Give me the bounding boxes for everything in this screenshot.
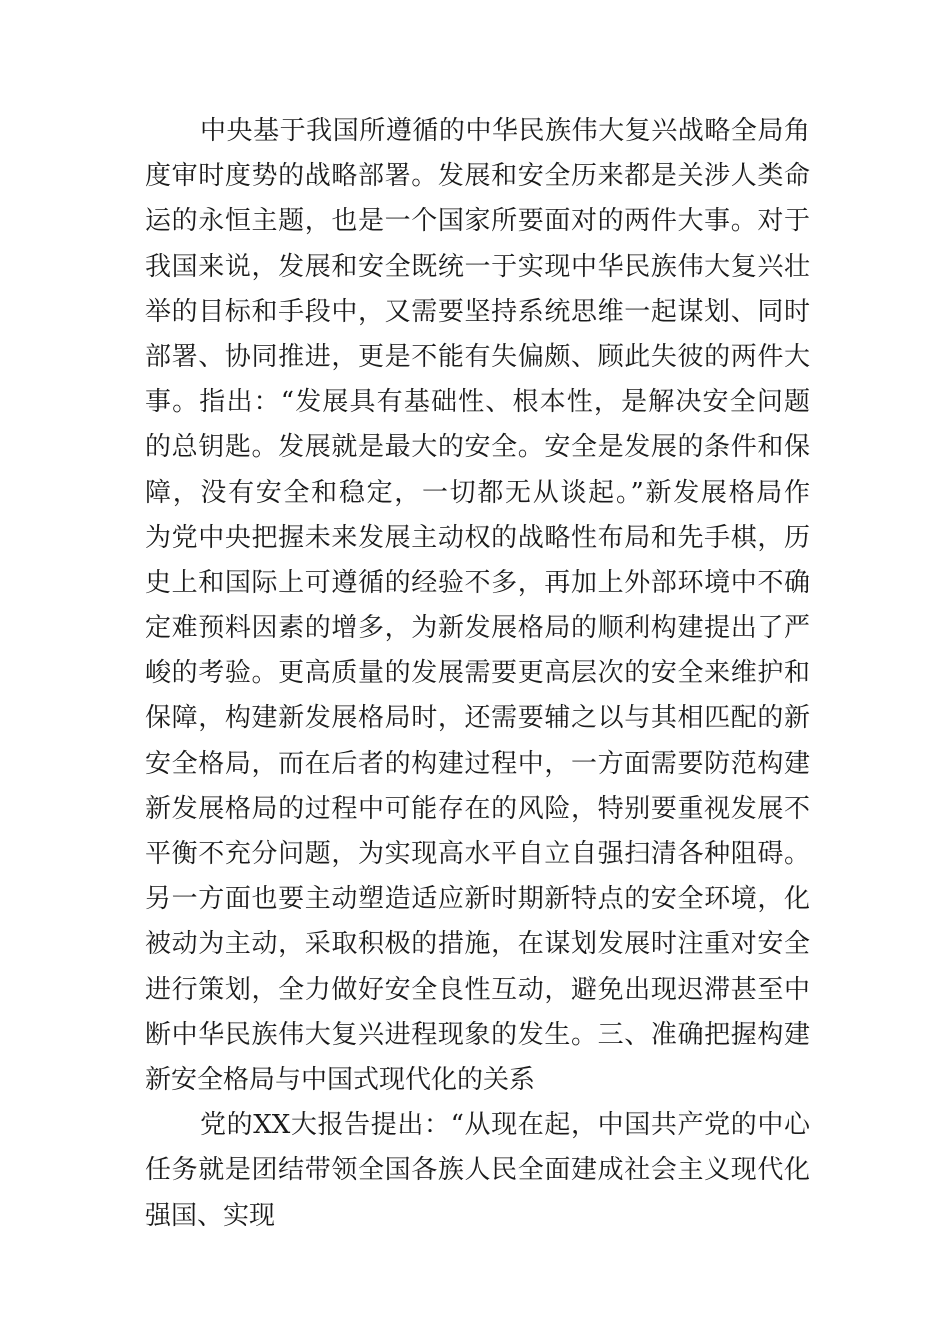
text-line: 被动为主动，采取积极的措施，在谋划发展时注重对安全 bbox=[145, 929, 810, 960]
text-line: 新发展格局的过程中可能存在的风险，特别要重视发展不 bbox=[145, 793, 810, 824]
text-line: 新安全格局与中国式现代化的关系 bbox=[145, 1064, 536, 1095]
text-line: 任务就是团结带领全国各族人民全面建成社会主义现代化 bbox=[145, 1155, 810, 1186]
text-line: 我国来说，发展和安全既统一于实现中华民族伟大复兴壮 bbox=[145, 251, 810, 282]
text-line: 中央基于我国所遵循的中华民族伟大复兴战略全局角 bbox=[200, 116, 810, 146]
paragraph-1 bbox=[145, 109, 810, 1103]
text-line: 断中华民族伟大复兴进程现象的发生。三、准确把握构建 bbox=[145, 1019, 810, 1050]
text-line: 度审时度势的战略部署。发展和安全历来都是关涉人类命 bbox=[145, 161, 810, 192]
text-line: 另一方面也要主动塑造适应新时期新特点的安全环境，化 bbox=[145, 884, 810, 915]
text-line: 安全格局，而在后者的构建过程中，一方面需要防范构建 bbox=[145, 748, 810, 779]
text-line: 峻的考验。更高质量的发展需要更高层次的安全来维护和 bbox=[145, 658, 810, 689]
text-line: 举的目标和手段中，又需要坚持系统思维一起谋划、同时 bbox=[145, 296, 810, 327]
text-line: 史上和国际上可遵循的经验不多，再加上外部环境中不确 bbox=[145, 567, 810, 598]
text-line: 强国、实现 bbox=[145, 1200, 276, 1231]
text-line: 事。指出：“发展具有基础性、根本性，是解决安全问题 bbox=[145, 387, 810, 418]
text-line: 为党中央把握未来发展主动权的战略性布局和先手棋，历 bbox=[145, 522, 810, 553]
text-line: 运的永恒主题，也是一个国家所要面对的两件大事。对于 bbox=[145, 206, 810, 237]
body-text bbox=[145, 109, 810, 1239]
text-line: 党的XX大报告提出：“从现在起，中国共产党的中心 bbox=[200, 1110, 810, 1141]
text-line: 定难预料因素的增多，为新发展格局的顺利构建提出了严 bbox=[145, 613, 810, 644]
text-line: 部署、协同推进，更是不能有失偏颇、顾此失彼的两件大 bbox=[145, 341, 810, 372]
text-line: 平衡不充分问题，为实现高水平自立自强扫清各种阻碍。 bbox=[145, 839, 810, 869]
paragraph-2 bbox=[145, 1103, 810, 1239]
text-line: 的总钥匙。发展就是最大的安全。安全是发展的条件和保 bbox=[145, 432, 810, 463]
text-line: 进行策划，全力做好安全良性互动，避免出现迟滞甚至中 bbox=[145, 974, 810, 1005]
text-line: 障，没有安全和稳定，一切都无从谈起。”新发展格局作 bbox=[145, 477, 810, 508]
text-line: 保障，构建新发展格局时，还需要辅之以与其相匹配的新 bbox=[145, 703, 810, 734]
